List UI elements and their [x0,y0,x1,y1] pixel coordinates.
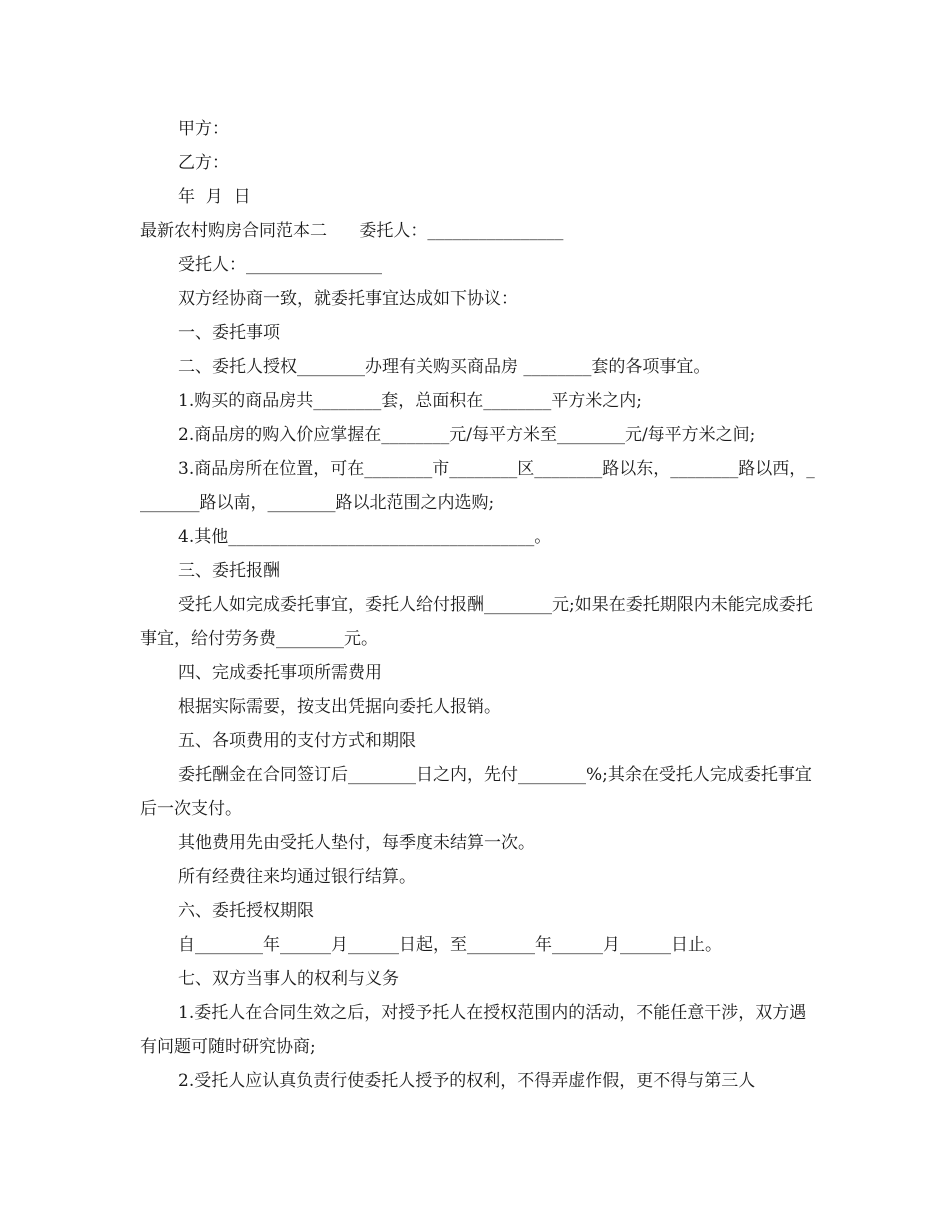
document-body [140,112,815,1098]
heading-5: 五、各项费用的支付方式和期限 [178,731,416,751]
clause-1-2: 2.商品房的购入价应掌握在________元/每平方米至________元/每平方米之间; [178,425,756,445]
payment-paragraph: 委托酬金在合同签订后________日之内，先付________%;其余在受托人完成委托事宜后一次支付。 [140,765,812,819]
agreement-intro: 双方经协商一致，就委托事宜达成如下协议： [178,289,518,309]
rights-clause-1: 1.委托人在合同生效之后，对授予托人在授权范围内的活动，不能任意干涉，双方遇有问题可随时研究协商; [140,1003,807,1057]
rights-clause-2: 2.受托人应认真负责行使委托人授予的权利，不得弄虚作假，更不得与第三人 [178,1071,756,1091]
clause-1-3: 3.商品房所在位置，可在________市________区________路以东，________路以西，________路以南，________路以北范围之内选购; [140,459,815,513]
clause-2: 二、委托人授权________办理有关购买商品房 ________套的各项事宜。 [178,357,711,377]
term-line: 自________年______月______日起，至________年______月______日止。 [178,935,722,955]
remuneration-paragraph: 受托人如完成委托事宜，委托人给付报酬________元;如果在委托期限内未能完成委托事宜，给付劳务费________元。 [140,595,813,649]
heading-4: 四、完成委托事项所需费用 [178,663,382,683]
date-line: 年 月 日 [178,187,251,207]
party-b-label: 乙方： [178,153,229,173]
heading-7: 七、双方当事人的权利与义务 [178,969,399,989]
party-a-label: 甲方： [178,119,229,139]
expenses-line: 根据实际需要，按支出凭据向委托人报销。 [178,697,501,717]
section-title-line: 最新农村购房合同范本二 委托人：________________ [140,221,564,241]
heading-1: 一、委托事项 [178,323,280,343]
trustee-line: 受托人：________________ [178,255,382,275]
clause-1-1: 1.购买的商品房共________套，总面积在________平方米之内; [178,391,642,411]
heading-6: 六、委托授权期限 [178,901,314,921]
other-fees-line: 其他费用先由受托人垫付，每季度未结算一次。 [178,833,535,853]
bank-settlement-line: 所有经费往来均通过银行结算。 [178,867,416,887]
clause-1-4: 4.其他____________________________________。 [178,527,552,547]
heading-3: 三、委托报酬 [178,561,280,581]
